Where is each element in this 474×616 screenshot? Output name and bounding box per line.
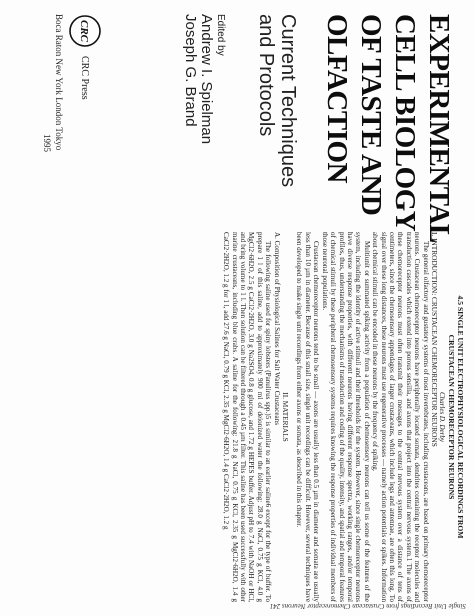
title-line: CELL BIOLOGY — [389, 14, 421, 232]
materials-heading: II. MATERIALS — [281, 392, 291, 442]
section-title: 4.5 SINGLE UNIT ELECTROPHYSIOLOGICAL RECORDINGS FROM — [456, 295, 465, 539]
subtitle-line: and Protocols — [255, 14, 277, 137]
paragraph: The following saline used for spiny lobsters (Panulirus spp.)5 is similar to an earlier saline6 except for the type of buffer. To prepare 1 l of this saline, add to approximately 900 ml of deionized water the following: 28.0 g NaCl, 0.75 g KCl, 4.0 g MgCl2·6H2O, 2.5 g CaCl2·2H2O, 3.0 g Na2SO4, 0.8 g glucose, and 1.72 g HEPES buffer. Adjust pH to 7.4 with NaOH or HCl, and bring volume to 1 l. Then solution can be filtered through a 0.45 µm filter. This saline has been used successfully with other marine crustaceans, including blue crabs. A saline for the following: 21.8 g NaCl, 0.75 g KCl, 2.35 g MgCl2·6H2O, 1.4 g CaCl2·2H2O, 1.2 g for 1 l, add 27.6 g NaCl, 0.79 g KCl, 2.35 g MgCl2·6H2O, 1.4 g CaCl2·2H2O, 1.2 g — [222, 232, 273, 602]
publication-year: 1995 — [42, 134, 52, 152]
chapter-page — [0, 230, 474, 616]
title-line: EXPERIMENTAL — [423, 14, 455, 243]
title-line: OF TASTE AND — [355, 14, 387, 216]
title-line: OLFACTION — [321, 14, 353, 183]
book-title — [320, 14, 456, 243]
logo-text: CRC — [78, 19, 90, 43]
running-head: Single Unit Recordings from Crustacean Chemoreceptor Neurons 241 — [269, 602, 466, 610]
paragraph: Multiunit or summated spiking activity from a population of chemosensory neurons can tell us some of the features of the system, including the identity of active stimuli and their thresholds for the system. However, since single chemoreceptor neurons have diverse response properties, with different neurons having different response spectra, working ranges, and/or temporal profiles, thus, understanding the mechanisms of transduction and coding of the quality, intensity, and spatial and temporal features of chemical stimuli by these peripheral chemosensory systems requires knowing the response properties of individual members of those neuronal populations. — [320, 232, 371, 602]
section-title-cont: CRUSTACEAN CHEMORECEPTOR NEURONS — [447, 334, 457, 500]
crc-logo-icon — [68, 14, 102, 48]
book-editors — [182, 14, 226, 214]
editor-name: Joseph G. Brand — [182, 14, 199, 127]
book-subtitle — [255, 14, 299, 214]
publisher-block — [42, 14, 102, 214]
chapter-body — [10, 232, 464, 602]
subsection-heading: A. Composition of Physiological Salines for Salt Water Crustaceans — [272, 232, 281, 425]
editors-label: Edited by — [215, 14, 226, 56]
paragraph: The general olfactory and gustatory systems of most invertebrates, including crustaceans, are based on primary chemoreceptor neurons. Crustacean chemoreceptor neurons have peripherally located somata, dendrites containing the receptor molecules and transduction cascades which extend into porous sensilla, and axons that project into the central nervous system.1 The axons of these chemoreceptor neurons must often transmit their messages to the central nervous system over a distance of tens of centimeters, since the chemosensory appendages of larger crustaceans, which include legs and antennae, are often this long. To signal over these long distances, these neurons must use regenerative processes — namely action potentials or spikes. Information about chemical stimuli can be encoded in these neurons by the frequency of spiking. — [371, 232, 430, 602]
editor-name: Andrew I. Spielman — [198, 14, 215, 145]
publisher-cities: Boca Raton New York London Tokyo — [54, 14, 64, 151]
subtitle-line: Current Techniques — [277, 14, 299, 188]
intro-heading: I. INTRODUCTION: CRUSTACEAN CHEMORECEPTOR NEURONS — [430, 232, 439, 447]
paragraph: Crustacean chemoreceptor neurons tend to be small — axons are usually less than 0.5 µm in diameter and somata are usually less than 10 µm in diameter. Because of this small size, single unit recordings can be difficult. However, several techniques have been developed to make single unit recordings from either axons or somata, as described in this chapter. — [295, 232, 321, 602]
publisher-name: CRC Press — [79, 56, 91, 100]
chapter-author: Charles D. Derby — [438, 392, 447, 442]
